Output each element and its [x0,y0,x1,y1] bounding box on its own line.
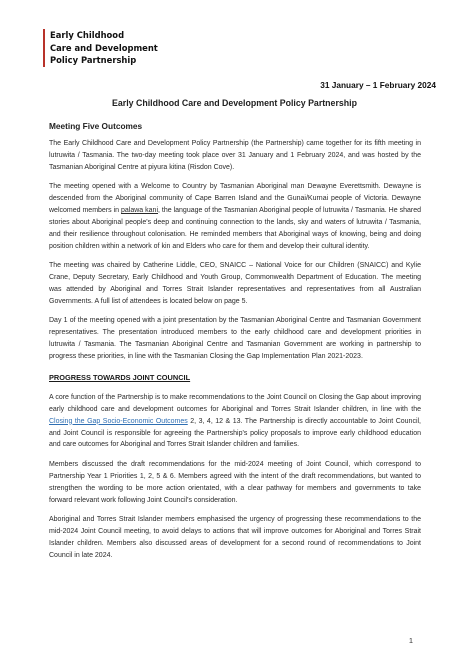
logo-line-1: Early Childhood [50,30,125,40]
partnership-logo [43,29,158,67]
section-title: Meeting Five Outcomes [49,121,143,131]
progress-heading: PROGRESS TOWARDS JOINT COUNCIL [49,372,191,382]
logo-line-2: Care and Development [50,42,158,53]
meeting-date: 31 January – 1 February 2024 [320,80,436,90]
paragraph-core-text-a: A core function of the Partnership is to make recommendations to the Joint Council on Closing the Gap about improving early childhood care and development outcomes for Aboriginal and Torres Strait Islander children, in line with the [49,393,421,413]
paragraph-core-function [49,392,421,452]
palawa-kani-link[interactable]: palawa kani [121,207,158,215]
paragraph-urgency: Aboriginal and Torres Strait Islander members emphasised the urgency of progressing these recommendations to the mid-2024 Joint Council meeting, to avoid delays to actions that will improve outcomes for Aboriginal and Torres Strait Islander children. Members also discussed areas of development for a second round of recommendations to Joint Council in late 2024. [49,515,421,559]
page-number: 1 [408,636,413,645]
paragraph-chairs: The meeting was chaired by Catherine Liddle, CEO, SNAICC – National Voice for our Children (SNAICC) and Kylie Crane, Deputy Secretary, Early Childhood and Youth Group, Commonwealth Department of Education. The meeting was attended by Aboriginal and Torres Strait Islander representatives and representatives from all Australian Governments. A full list of attendees is located below on page 5. [49,262,421,305]
page-title: Early Childhood Care and Development Policy Partnership [112,98,357,108]
paragraph-welcome-text-b: , the language of the Tasmanian Aboriginal people of lutruwita / Tasmania. He shared stories about Aboriginal people's deep and continuing connection to the lands, sky and waters of lutruwita / Tasmania, and their resilience throughout colonisation. He reminded members that Aboriginal ways of knowing, being and doing position children within a network of kin and Elders who care for them and develop their cultural identity. [49,207,421,250]
paragraph-welcome [49,181,421,252]
paragraph-draft-recommendations: Members discussed the draft recommendations for the mid-2024 meeting of Joint Council, which correspond to Partnership Year 1 Priorities 1, 2, 5 & 6. Members agreed with the intent of the draft recommendations, but wanted to strengthen the wording to be more action orientated, with a clear pathway for members and governments to take forward relevant work following Joint Council's consideration. [49,460,421,504]
logo-line-3: Policy Partnership [50,55,137,65]
paragraph-core-text-b: 2, 3, 4, 12 & 13. The Partnership is directly accountable to Joint Council, and Joint Council is responsible for agreeing the Partnership's policy proposals to improve early childhood education and care outcomes for Aboriginal and Torres Strait Islander children and families. [49,417,421,449]
paragraph-day-one: Day 1 of the meeting opened with a joint presentation by the Tasmanian Aboriginal Centre and Tasmanian Government representatives. The presentation introduced members to the early childhood care and development priorities in lutruwita / Tasmania. The Tasmanian Aboriginal Centre and Tasmanian Government are working in partnership to progress these priorities, in line with the Tasmanian Closing the Gap Implementation Plan 2021-2023. [49,317,421,360]
paragraph-intro: The Early Childhood Care and Development Policy Partnership (the Partnership) came together for its fifth meeting in lutruwita / Tasmania. The two-day meeting took place over 31 January and 1 February 2024, and was hosted by the Tasmanian Aboriginal Centre at piyura kitina (Risdon Cove). [49,140,421,171]
closing-the-gap-link[interactable]: Closing the Gap Socio-Economic Outcomes [49,417,188,425]
paragraph-welcome-text-a: The meeting opened with a Welcome to Country by Tasmanian Aboriginal man Dewayne Everettsmith. Dewayne is descended from the Aboriginal community of Cape Barren Island and the Gunai/Kurnai people of Victoria. Dewayne welcomed members in [49,183,421,215]
document-body [49,138,421,569]
